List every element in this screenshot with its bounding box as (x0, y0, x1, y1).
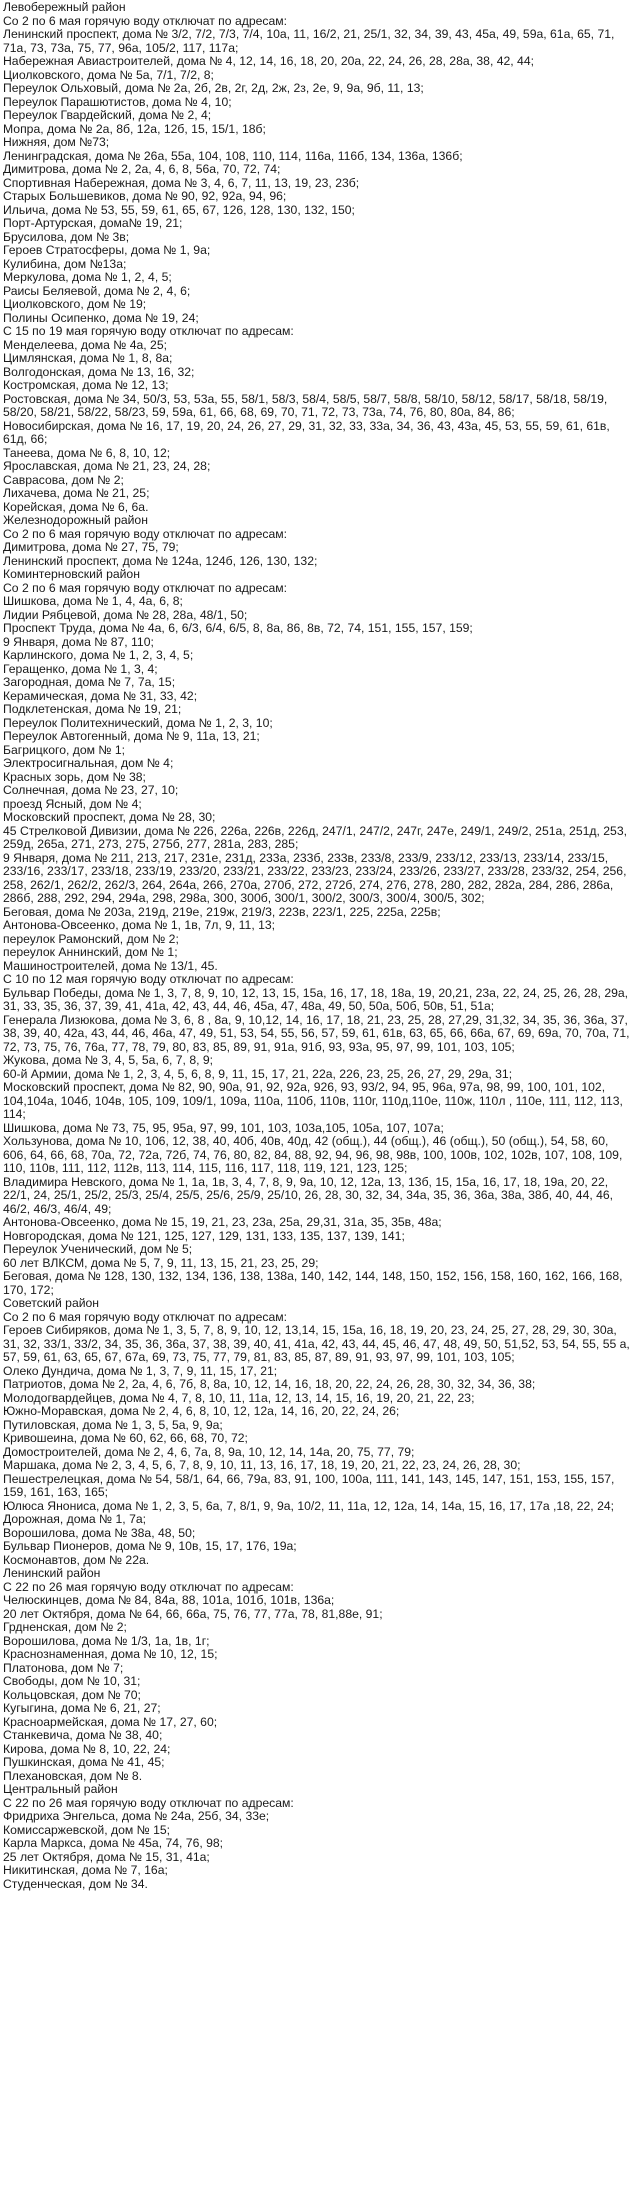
text-line: Новосибирская, дома № 16, 17, 19, 20, 24, 26, 27, 29, 31, 32, 33, 33а, 34, 36, 43, 43а, 45, 53, 55, 59, 61, 61в, 61д, 66; (3, 418, 610, 446)
text-line: Ворошилова, дома № 38а, 48, 50; (3, 1525, 196, 1540)
text-line: Московский проспект, дома № 82, 90, 90а, 91, 92, 92а, 926, 93, 93/2, 94, 95, 96а, 97а, 98, 99, 100, 101, 102, 104,104а, 104б, 104в, 105, 109, 109/1, 109а, 110а, 110б, 110в, 110г, 110д,110е, 110ж, 110л , 110е, 111, 112, 113, 114; (3, 1080, 623, 1121)
text-line: Коминтерновский район (3, 567, 140, 581)
text-line: 25 лет Октября, дома № 15, 31, 41а; (3, 1849, 210, 1864)
text-line: Пушкинская, дома № 41, 45; (3, 1755, 165, 1769)
text-line: Кулибина, дом №13а; (3, 256, 127, 271)
text-line: Плехановская, дом № 8. (3, 1768, 143, 1783)
text-line: Фридриха Энгельса, дома № 24а, 25б, 34, 33е; (3, 1809, 270, 1823)
text-line: Кривошеина, дома № 60, 62, 66, 68, 70, 72; (3, 1431, 248, 1445)
text-line: Со 2 по 6 мая горячую воду отключат по адресам: (3, 13, 288, 28)
text-line: Переулок Политехнический, дома № 1, 2, 3, 10; (3, 715, 273, 730)
text-line: Волгодонская, дома № 13, 16, 32; (3, 364, 195, 379)
text-line: Станкевича, дома № 38, 40; (3, 1728, 163, 1742)
text-line: Бульвар Пионеров, дома № 9, 10в, 15, 17, 176, 19а; (3, 1539, 297, 1553)
text-line: Московский проспект, дома № 28, 30; (3, 810, 216, 824)
text-line: Левобережный район (3, 0, 126, 14)
text-line: Красных зорь, дом № 38; (3, 769, 146, 784)
text-line: Бульвар Победы, дома № 1, 3, 7, 8, 9, 10, 12, 13, 15, 15а, 16, 17, 18, 18а, 19, 20,21, 23а, 22, 24, 25, 26, 28, 29а, 31, 33, 35, 36, 37, 39, 41, 41а, 42, 43, 44, 46, 45а, 47, 48а, 49, 50, 50а, 50б, 50в, 51, 51а; (3, 985, 629, 1013)
text-line: Хользунова, дома № 10, 106, 12, 38, 40, 40б, 40в, 40д, 42 (общ.), 44 (общ.), 46 (общ.), 50 (общ.), 54, 58, 60, 606, 64, 66, 68, 70а, 72, 72а, 72б, 74, 76, 80, 82, 84, 88, 92, 94, 96, 98, 98в, 100, 100в, 102, 102в, 107, 108, 109, 110, 110в, 111, 112, 112в, 113, 114, 115, 116, 117, 118, 119, 121, 123, 125; (3, 1134, 623, 1175)
text-line: С 10 по 12 мая горячую воду отключат по адресам: (3, 972, 294, 986)
text-line: Советский район (3, 1296, 100, 1310)
text-line: Спортивная Набережная, дома № 3, 4, 6, 7, 11, 13, 19, 23, 23б; (3, 175, 360, 190)
text-line: Циолковского, дома № 5а, 7/1, 7/2, 8; (3, 67, 214, 82)
text-line: Красноармейская, дома № 17, 27, 60; (3, 1714, 218, 1729)
text-line: проезд Ясный, дом № 4; (3, 796, 142, 811)
text-line: Олеко Дундича, дома № 1, 3, 7, 9, 11, 15, 17, 21; (3, 1363, 278, 1378)
text-line: Раисы Беляевой, дома № 2, 4, 6; (3, 283, 191, 298)
text-line: Комиссаржевской, дом № 15; (3, 1822, 171, 1837)
text-line: Героев Стратосферы, дома № 1, 9а; (3, 243, 211, 257)
text-line: 60 лет ВЛКСМ, дома № 5, 7, 9, 11, 13, 15, 21, 23, 25, 29; (3, 1255, 319, 1270)
text-line: Молодогвардейцев, дома № 4, 7, 8, 10, 11, 11а, 12, 13, 14, 15, 16, 19, 20, 21, 22, 23; (3, 1390, 475, 1405)
text-line: Ленинградская, дома № 26а, 55а, 104, 108, 110, 114, 116а, 116б, 134, 136а, 136б; (3, 148, 463, 163)
text-line: Юлюса Янониса, дома № 1, 2, 3, 5, 6а, 7, 8/1, 9, 9а, 10/2, 11, 11а, 12, 12а, 14, 14а, 15, 16, 17, 17а ,18, 22, 24; (3, 1498, 615, 1513)
text-line: Нижняя, дом №73; (3, 135, 110, 149)
text-line: Брусилова, дом № 3в; (3, 229, 130, 244)
text-line: Порт-Артурская, дома№ 19, 21; (3, 216, 183, 230)
text-line: Путиловская, дома № 1, 3, 5, 5а, 9, 9а; (3, 1417, 223, 1432)
text-line: С 22 по 26 мая горячую воду отключат по адресам: (3, 1579, 294, 1594)
text-line: Антонова-Овсеенко, дома № 15, 19, 21, 23, 23а, 25а, 29,31, 31а, 35, 35в, 48а; (3, 1215, 442, 1229)
text-line: Центральный район (3, 1782, 118, 1796)
text-line: 20 лет Октября, дома № 64, 66, 66а, 75, 76, 77, 77а, 78, 81,88е, 91; (3, 1606, 383, 1621)
text-line: Лидии Рябцевой, дома № 28, 28а, 48/1, 50; (3, 607, 248, 622)
text-line: Костромская, дома № 12, 13; (3, 378, 169, 392)
text-line: Переулок Гвардейский, дома № 2, 4; (3, 108, 212, 122)
text-line: Краснознаменная, дома № 10, 12, 15; (3, 1647, 218, 1661)
text-line: Ленинский проспект, дома № 124а, 124б, 126, 130, 132; (3, 553, 318, 568)
text-line: Корейская, дома № 6, 6а. (3, 499, 149, 514)
text-line: С 15 по 19 мая горячую воду отключат по адресам: (3, 324, 294, 338)
text-line: Димитрова, дома № 2, 2а, 4, 6, 8, 56а, 70, 72, 74; (3, 162, 281, 176)
text-line: Шишкова, дома № 1, 4, 4а, 6, 8; (3, 594, 183, 608)
text-line: Меркулова, дома № 1, 2, 4, 5; (3, 270, 172, 284)
text-line: Патриотов, дома № 2, 2а, 4, 6, 7б, 8, 8а, 10, 12, 14, 16, 18, 20, 22, 24, 26, 28, 30, 32, 34, 36, 38; (3, 1377, 536, 1391)
text-line: Подклетенская, дома № 19, 21; (3, 702, 182, 716)
text-line: Переулок Ольховый, дома № 2а, 2б, 2в, 2г, 2д, 2ж, 2з, 2е, 9, 9а, 9б, 11, 13; (3, 81, 424, 95)
text-line: Антонова-Овсеенко, дома № 1, 1в, 7л, 9, 11, 13; (3, 918, 276, 932)
text-line: Кугыгина, дома № 6, 21, 27; (3, 1701, 161, 1715)
text-line: Платонова, дом № 7; (3, 1660, 124, 1675)
text-line: Ворошилова, дома № 1/3, 1а, 1в, 1г; (3, 1633, 210, 1648)
text-line: Переулок Парашютистов, дома № 4, 10; (3, 94, 232, 109)
text-line: Ленинский район (3, 1566, 101, 1580)
text-line: Жукова, дома № 3, 4, 5, 5а, 6, 7, 8, 9; (3, 1053, 214, 1067)
text-line: Генерала Лизюкова, дома № 3, 6, 8 , 8а, 9, 10,12, 14, 16, 17, 18, 21, 23, 25, 28, 27,29, 31,32, 34, 35, 36, 36а, 37, 38, 39, 40, 42а, 43, 44, 46, 46а, 47, 49, 51, 53, 54, 55, 56, 57, 59, 61, 61в, 63, 65, 66, 66а, 67, 69, 69а, 70, 70а, 71, 72, 73, 75, 76, 76а, 77, 78, 79, 80, 83, 85, 89, 91, 91а, 91б, 93, 93а, 95, 97, 99, 101, 103, 105; (3, 1012, 630, 1054)
text-line: Циолковского, дом № 19; (3, 297, 147, 311)
text-line: Грдненская, дом № 2; (3, 1620, 127, 1634)
text-line: Ростовская, дома № 34, 50/3, 53, 53а, 55, 58/1, 58/3, 58/4, 58/5, 58/7, 58/8, 58/10, 58/12, 58/17, 58/18, 58/19, 58/20, 58/21, 58/22, 58/23, 59, 59а, 61, 66, 68, 69, 70, 71, 72, 73, 73а, 74, 76, 80, 80а, 84, 86; (3, 391, 608, 419)
text-line: Дорожная, дома № 1, 7а; (3, 1512, 147, 1526)
text-line: Кирова, дома № 8, 10, 22, 24; (3, 1741, 171, 1756)
text-line: Кольцовская, дом № 70; (3, 1687, 141, 1702)
text-line: Челюскинцев, дома № 84, 84а, 88, 101а, 101б, 101в, 136а; (3, 1593, 335, 1607)
text-line: Со 2 по 6 мая горячую воду отключат по адресам: (3, 526, 288, 541)
text-line: Героев Сибиряков, дома № 1, 3, 5, 7, 8, 9, 10, 12, 13,14, 15, 15а, 16, 18, 19, 20, 23, 24, 25, 27, 28, 29, 30, 30а, 31, 32, 33/1, 33/2, 34, 35, 36, 36а, 37, 38, 39, 40, 41, 41а, 42, 43, 44, 45, 46, 47, 48, 49, 50, 51,52, 53, 54, 55, 55 а, 57, 59, 61, 63, 65, 67, 67а, 69, 73, 75, 77, 79, 81, 83, 85, 87, 89, 91, 93, 97, 99, 101, 103, 105; (3, 1323, 630, 1364)
text-line: Танеева, дома № 6, 8, 10, 12; (3, 445, 171, 460)
text-line: Лихачева, дома № 21, 25; (3, 486, 150, 500)
text-line: Мопра, дома № 2а, 8б, 12а, 12б, 15, 15/1, 18б; (3, 121, 266, 136)
text-line: Менделеева, дома № 4а, 25; (3, 337, 168, 352)
text-line: Космонавтов, дом № 22а. (3, 1552, 150, 1567)
text-line: Беговая, дома № 128, 130, 132, 134, 136, 138, 138а, 140, 142, 144, 148, 150, 152, 156, 158, 160, 162, 166, 168, 170, 172; (3, 1269, 623, 1297)
text-line: Никитинская, дома № 7, 16а; (3, 1863, 168, 1877)
text-line: 9 Января, дома № 211, 213, 217, 231е, 231д, 233а, 233б, 233в, 233/8, 233/9, 233/12, 233/13, 233/14, 233/15, 233/16, 233/17, 233/18, 233/19, 233/20, 233/21, 233/22, 233/23, 233/24, 233/26, 233/27, 233/28, 233/32, 254, 256, 258, 262/1, 262/2, 262/3, 264, 264а, 266, 270а, 270б, 272, 272б, 274, 276, 278, 280, 282, 282а, 284, 286, 286а, 286б, 288, 292, 294, 294а, 298, 298а, 300, 300б, 300/1, 300/2, 300/3, 300/4, 300/5, 302; (3, 850, 627, 905)
text-line: Беговая, дома № 203а, 219д, 219е, 219ж, 219/3, 223в, 223/1, 225, 225а, 225в; (3, 904, 441, 919)
text-line: Набережная Авиастроителей, дома № 4, 12, 14, 16, 18, 20, 20а, 22, 24, 26, 28, 28а, 38, 42, 44; (3, 54, 534, 68)
text-line: Новгородская, дома № 121, 125, 127, 129, 131, 133, 135, 137, 139, 141; (3, 1228, 405, 1243)
text-line: Карла Маркса, дома № 45а, 74, 76, 98; (3, 1836, 224, 1850)
text-line: 60-й Армии, дома № 1, 2, 3, 4, 5, 6, 8, 9, 11, 15, 17, 21, 22а, 226, 23, 25, 26, 27, 29, 29а, 31; (3, 1066, 513, 1081)
text-line: Домостроителей, дома № 2, 4, 6, 7а, 8, 9а, 10, 12, 14, 14а, 20, 75, 77, 79; (3, 1444, 415, 1459)
text-line: Студенческая, дом № 34. (3, 1876, 148, 1891)
text-line: Машиностроителей, дома № 13/1, 45. (3, 958, 218, 973)
text-line: Солнечная, дома № 23, 27, 10; (3, 783, 179, 797)
text-line: 9 Января, дома № 87, 110; (3, 634, 154, 649)
text-line: 45 Стрелковой Дивизии, дома № 226, 226а, 226в, 226д, 247/1, 247/2, 247г, 247е, 249/1, 249/2, 251а, 251д, 253, 259д, 265а, 271, 273, 275, 275б, 277, 281а, 283, 285; (3, 823, 628, 851)
text-line: переулок Аннинский, дом № 1; (3, 945, 178, 959)
text-line: Карлинского, дома № 1, 2, 3, 4, 5; (3, 648, 194, 662)
text-line: Димитрова, дома № 27, 75, 79; (3, 540, 179, 554)
text-line: переулок Рамонский, дом № 2; (3, 931, 179, 946)
text-line: Переулок Автогенный, дома № 9, 11а, 13, 21; (3, 729, 260, 743)
text-line: Со 2 по 6 мая горячую воду отключат по адресам: (3, 1309, 288, 1324)
text-line: Железнодорожный район (3, 513, 148, 527)
text-line: Свободы, дом № 10, 31; (3, 1674, 141, 1688)
text-line: Геращенко, дома № 1, 3, 4; (3, 661, 158, 676)
text-line: Электросигнальная, дом № 4; (3, 756, 174, 770)
text-line: Шишкова, дома № 73, 75, 95, 95а, 97, 99, 101, 103, 103а,105, 105а, 107, 107а; (3, 1120, 444, 1135)
text-line: Проспект Труда, дома № 4а, 6, 6/3, 6/4, 6/5, 8, 8а, 86, 8в, 72, 74, 151, 155, 157, 159; (3, 621, 473, 635)
text-line: Пешестрелецкая, дома № 54, 58/1, 64, 66, 79а, 83, 91, 100, 100а, 111, 141, 143, 145, 147, 151, 153, 155, 157, 159, 161, 163, 165; (3, 1471, 615, 1499)
text-line: Старых Большевиков, дома № 90, 92, 92а, 94, 96; (3, 189, 287, 203)
text-line: Ильича, дома № 53, 55, 59, 61, 65, 67, 126, 128, 130, 132, 150; (3, 202, 355, 217)
text-line: Переулок Ученический, дом № 5; (3, 1242, 193, 1256)
text-line: Полины Осипенко, дома № 19, 24; (3, 310, 199, 325)
text-line: Ленинский проспект, дома № 3/2, 7/2, 7/3, 7/4, 10а, 11, 16/2, 21, 25/1, 32, 34, 39, 43, 45а, 49, 59а, 61а, 65, 71, 71а, 73, 73а, 75, 77, 96а, 105/2, 117, 117а; (3, 27, 615, 55)
text-line: Керамическая, дома № 31, 33, 42; (3, 688, 198, 703)
text-line: Ярославская, дома № 21, 23, 24, 28; (3, 459, 211, 473)
text-line: Багрицкого, дом № 1; (3, 742, 126, 757)
text-line: Саврасова, дом № 2; (3, 472, 124, 487)
text-line: С 22 по 26 мая горячую воду отключат по адресам: (3, 1795, 294, 1810)
text-line: Южно-Моравская, дома № 2, 4, 6, 8, 10, 12, 12а, 14, 16, 20, 22, 24, 26; (3, 1404, 400, 1418)
text-line: Со 2 по 6 мая горячую воду отключат по адресам: (3, 580, 288, 595)
text-line: Маршака, дома № 2, 3, 4, 5, 6, 7, 8, 9, 10, 11, 13, 16, 17, 18, 19, 20, 21, 22, 23, 24, 26, 28, 30; (3, 1458, 521, 1472)
text-line: Цимлянская, дома № 1, 8, 8а; (3, 351, 173, 365)
text-line: Владимира Невского, дома № 1, 1а, 1в, 3, 4, 7, 8, 9, 9а, 10, 12, 12а, 13, 13б, 15, 15а, 16, 17, 18, 19а, 20, 22, 22/1, 24, 25/1, 25/2, 25/3, 25/4, 25/5, 25/6, 25/9, 25/10, 26, 28, 30, 32, 34, 34а, 35, 36, 36а, 38а, 38б, 40, 44, 46, 46/2, 46/3, 46/4, 49; (3, 1174, 614, 1216)
text-line: Загородная, дома № 7, 7а, 15; (3, 675, 176, 689)
